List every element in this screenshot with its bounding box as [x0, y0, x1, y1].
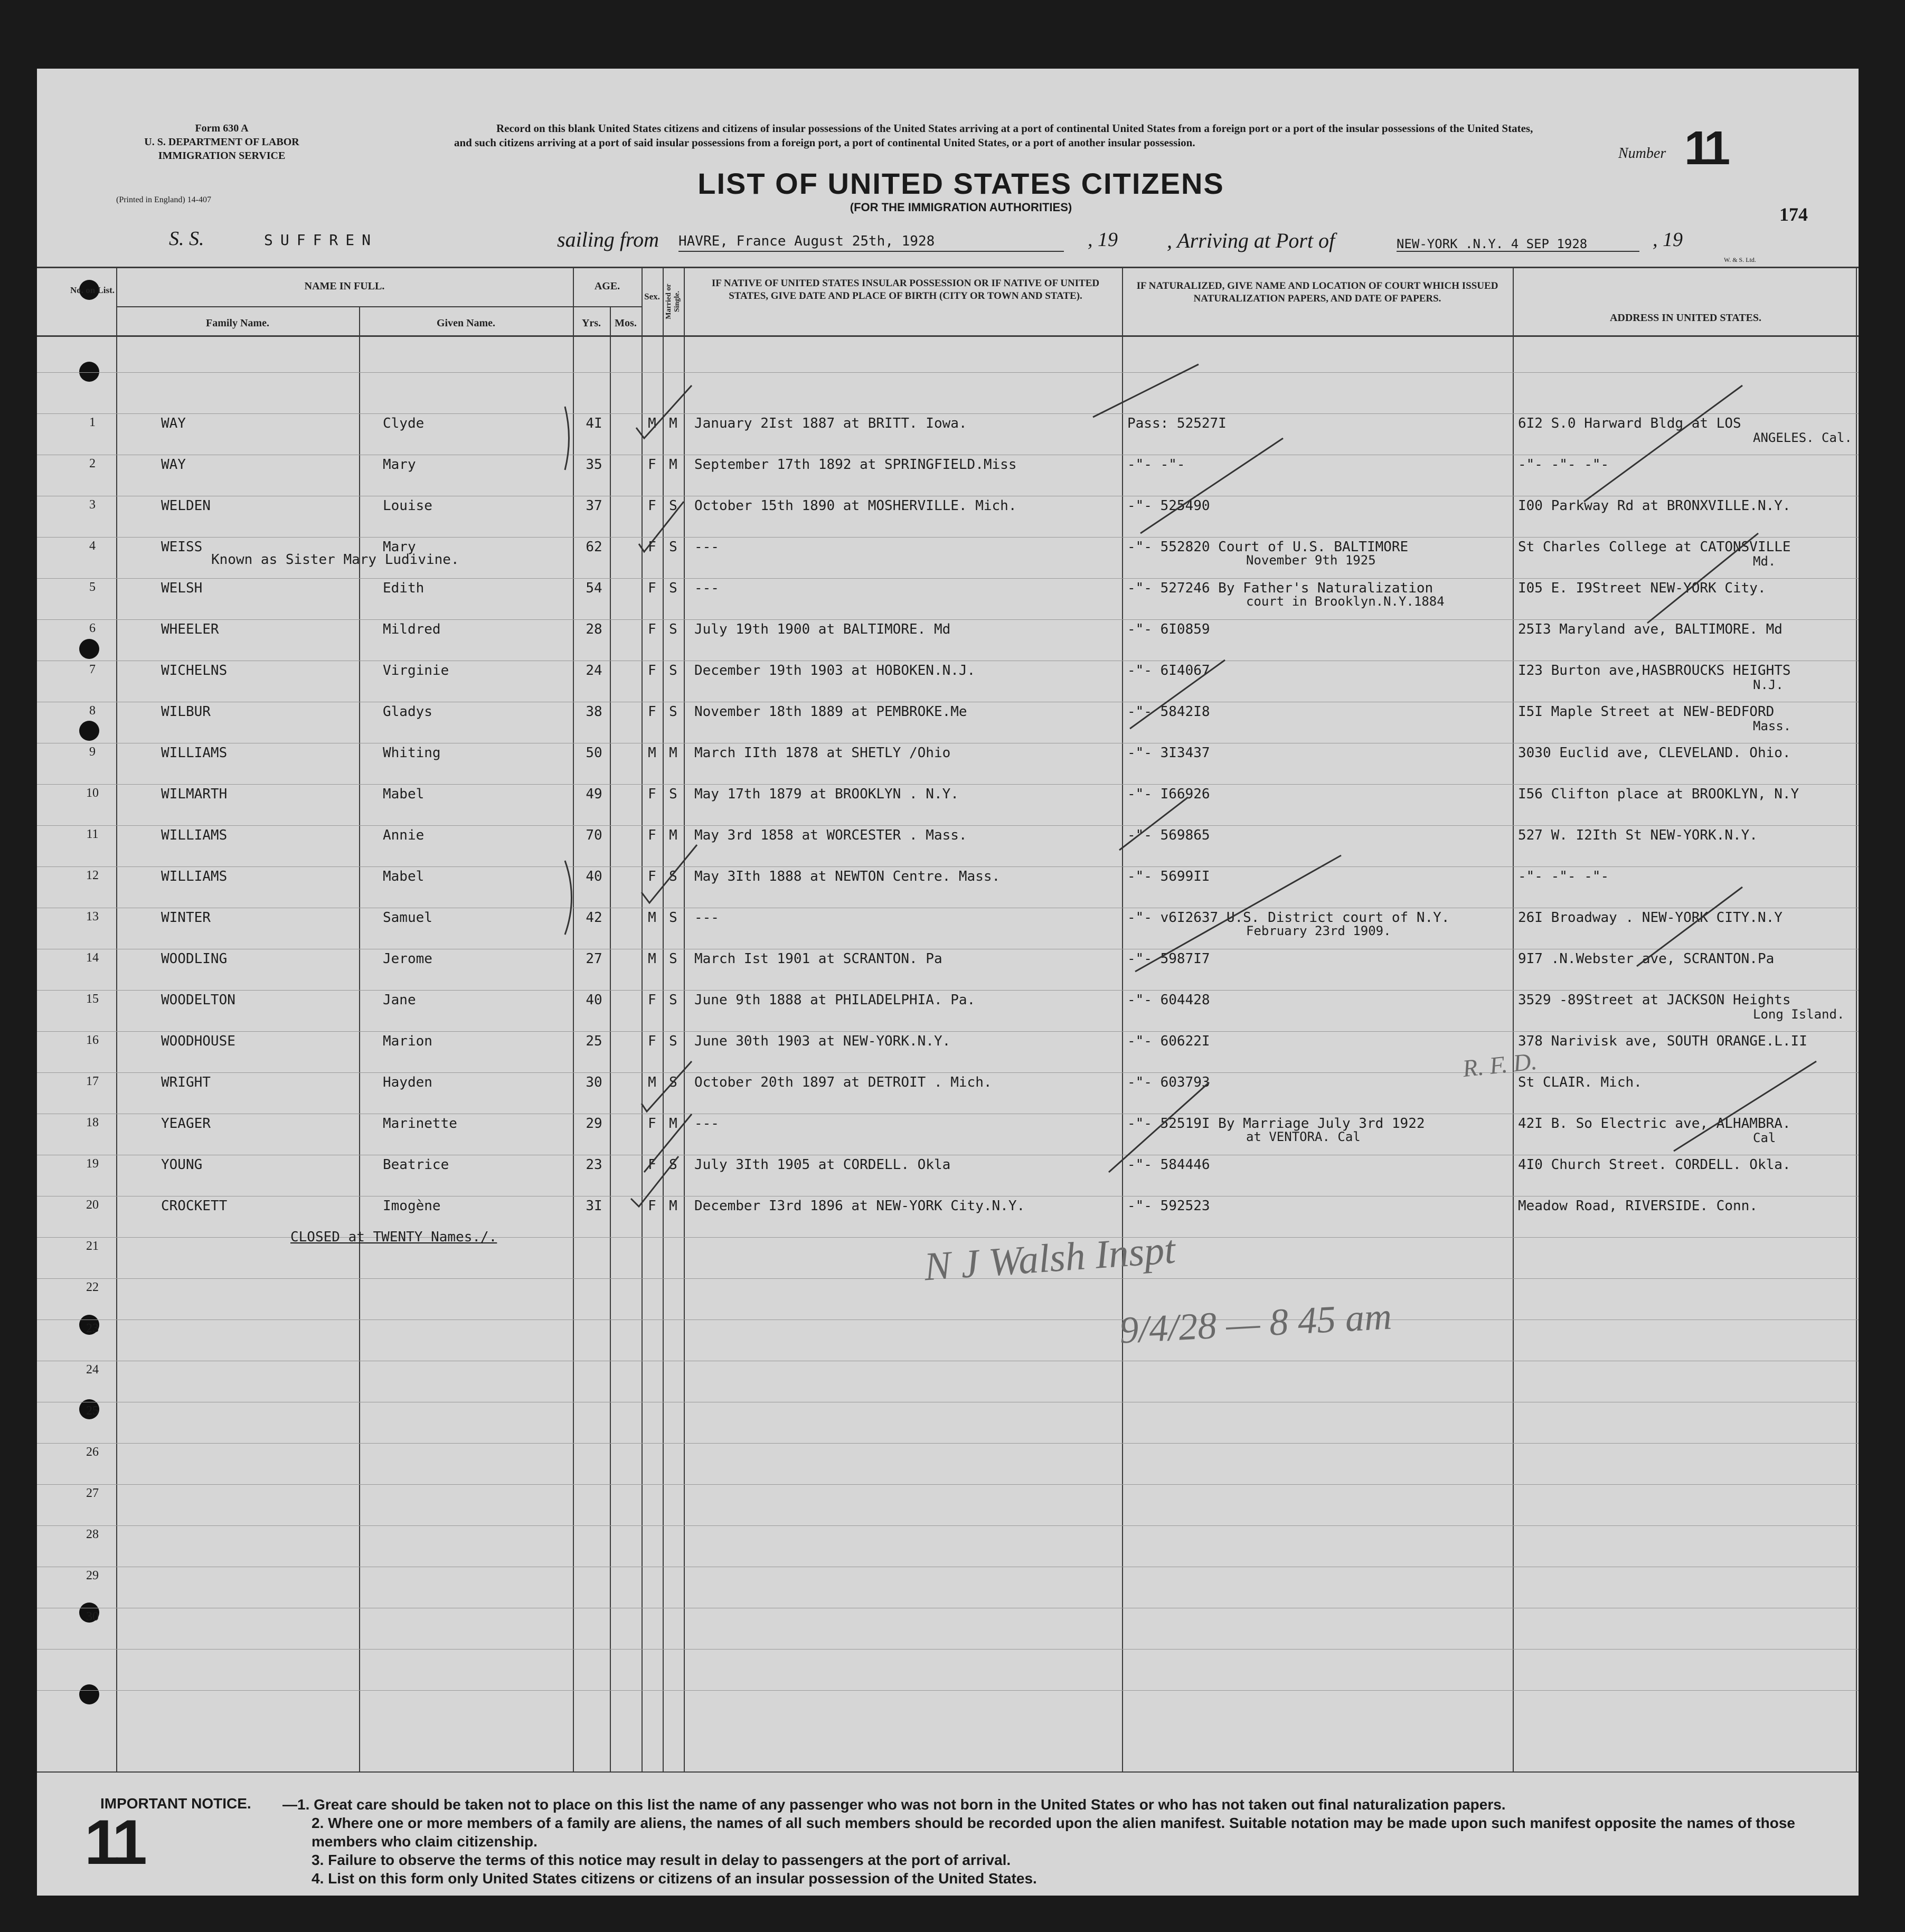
col-header-address: ADDRESS IN UNITED STATES. — [1609, 312, 1762, 324]
cell-birth: November 18th 1889 at PEMBROKE.Me — [694, 704, 967, 720]
tick-line — [1093, 364, 1199, 417]
cell-no: 11 — [86, 827, 99, 841]
cell-given: Mabel — [383, 786, 425, 802]
cell-age: 3I — [586, 1198, 602, 1214]
cell-family: WILLIAMS — [161, 827, 228, 843]
cell-no: 8 — [89, 704, 96, 718]
empty-row-number: 23 — [86, 1322, 99, 1335]
cell-ms: M — [669, 1198, 677, 1214]
cell-addr: 3030 Euclid ave, CLEVELAND. Ohio. — [1518, 745, 1791, 761]
col-header-name: NAME IN FULL. — [304, 280, 385, 292]
cell-birth: July 3Ith 1905 at CORDELL. Okla — [694, 1157, 951, 1173]
cell-addr-continued: Cal — [1753, 1130, 1776, 1145]
cell-no: 17 — [86, 1075, 99, 1088]
arrival-port: NEW-YORK .N.Y. 4 SEP 1928 — [1397, 237, 1588, 251]
cell-given: Edith — [383, 580, 425, 596]
col-header-sex: Sex. — [644, 291, 660, 301]
empty-row-number: 22 — [86, 1280, 99, 1294]
cell-sex: F — [648, 1116, 656, 1132]
cell-nat: -"- -"- — [1127, 457, 1185, 473]
cell-ms: S — [669, 786, 677, 802]
cell-addr: 26I Broadway . NEW-YORK CITY.N.Y — [1518, 910, 1783, 926]
cell-given: Mildred — [383, 621, 441, 637]
cell-given: Jerome — [383, 951, 432, 967]
cell-no: 9 — [89, 745, 96, 759]
departure-info: HAVRE, France August 25th, 1928 — [678, 233, 935, 249]
form-subtitle: (FOR THE IMMIGRATION AUTHORITIES) — [850, 201, 1072, 214]
col-header-naturalized: IF NATURALIZED, GIVE NAME AND LOCATION OF COURT WHICH ISSUED NATURALIZATION PAPERS, AND DATE OF PAPERS. — [1136, 280, 1498, 304]
cell-no: 15 — [86, 992, 99, 1006]
cell-age: 50 — [586, 745, 602, 761]
cell-family: WELSH — [161, 580, 203, 596]
cell-age: 27 — [586, 951, 602, 967]
cell-no: 19 — [86, 1157, 99, 1171]
manifest-sheet — [37, 69, 1859, 1896]
cell-addr: I5I Maple Street at NEW-BEDFORD — [1518, 704, 1775, 720]
cell-addr: 4I0 Church Street. CORDELL. Okla. — [1518, 1157, 1791, 1173]
cell-addr: I00 Parkway Rd at BRONXVILLE.N.Y. — [1518, 498, 1791, 514]
cell-age: 42 — [586, 910, 602, 926]
cell-nat: Pass: 52527I — [1127, 416, 1227, 431]
cell-no: 14 — [86, 951, 99, 965]
cell-addr: 527 W. I2Ith St NEW-YORK.N.Y. — [1518, 827, 1758, 843]
cell-no: 7 — [89, 663, 96, 676]
cell-ms: S — [669, 1075, 677, 1090]
cell-ms: M — [669, 745, 677, 761]
cell-family: WILLIAMS — [161, 745, 228, 761]
form-instructions: Record on this blank United States citizens and citizens of insular possessions of the United States arriving at a port of continental United States from a foreign port or a port of the insular possessions of the United States, and such citizens arriving at a port of said insular possessions from a foreign port, a port of continental United States, or a port of another insular possession. — [454, 122, 1533, 149]
cell-no: 2 — [89, 457, 96, 470]
cell-no: 6 — [89, 621, 96, 635]
cell-birth: September 17th 1892 at SPRINGFIELD.Miss — [694, 457, 1017, 473]
notice-list — [282, 1795, 1845, 1888]
cell-addr: 6I2 S.0 Harward Bldg at LOS — [1518, 416, 1741, 431]
number-label: Number — [1618, 145, 1666, 162]
col-header-birth: IF NATIVE OF UNITED STATES INSULAR POSSESSION OR IF NATIVE OF UNITED STATES, GIVE DATE AND PLACE OF BIRTH (CITY OR TOWN AND STATE). — [711, 278, 1100, 301]
check-mark — [636, 385, 692, 438]
col-header-married: Married or Single. — [665, 284, 681, 319]
cell-family: WINTER — [161, 910, 211, 926]
notice-item: —1. Great care should be taken not to place on this list the name of any passenger who was not born in the United States or who has not taken out final naturalization papers. — [282, 1796, 1506, 1813]
check-marks — [37, 69, 1859, 1790]
cell-birth: December 19th 1903 at HOBOKEN.N.J. — [694, 663, 976, 678]
sheet-number: 11 — [84, 1807, 143, 1878]
tick-line — [1584, 385, 1742, 502]
cell-addr: 42I B. So Electric ave, ALHAMBRA. — [1518, 1116, 1791, 1132]
col-header-no: No. on List. — [70, 285, 115, 295]
cell-ms: S — [669, 704, 677, 720]
cell-sex: F — [648, 992, 656, 1008]
cell-sex: F — [648, 498, 656, 514]
cell-addr: I23 Burton ave,HASBROUCKS HEIGHTS — [1518, 663, 1791, 678]
cell-given: Hayden — [383, 1075, 432, 1090]
cell-nat: -"- 5699II — [1127, 869, 1210, 884]
form-title: LIST OF UNITED STATES CITIZENS — [697, 167, 1224, 200]
cell-addr: -"- -"- -"- — [1518, 457, 1609, 473]
cell-addr: I05 E. I9Street NEW-YORK City. — [1518, 580, 1766, 596]
cell-family: WILMARTH — [161, 786, 228, 802]
cell-ms: S — [669, 1033, 677, 1049]
cell-age: 38 — [586, 704, 602, 720]
cell-family: WILBUR — [161, 704, 211, 720]
empty-row-number: 29 — [86, 1569, 99, 1582]
cell-addr-continued: Md. — [1753, 554, 1776, 569]
cell-ms: S — [669, 498, 677, 514]
brace-mark — [565, 861, 572, 935]
cell-sex: F — [648, 457, 656, 473]
year-label-1: , 19 — [1088, 229, 1118, 251]
cell-birth: March Ist 1901 at SCRANTON. Pa — [694, 951, 942, 967]
cell-age: 70 — [586, 827, 602, 843]
cell-age: 29 — [586, 1116, 602, 1132]
cell-addr: 9I7 .N.Webster ave, SCRANTON.Pa — [1518, 951, 1775, 967]
cell-ms: S — [669, 580, 677, 596]
cell-birth: December I3rd 1896 at NEW-YORK City.N.Y. — [694, 1198, 1025, 1214]
ship-name: SUFFREN — [264, 231, 379, 249]
cell-nat: -"- 604428 — [1127, 992, 1210, 1008]
cell-addr: Meadow Road, RIVERSIDE. Conn. — [1518, 1198, 1758, 1214]
department-name: U. S. DEPARTMENT OF LABOR — [144, 136, 299, 148]
cell-birth: --- — [694, 1116, 719, 1132]
cell-ms: M — [669, 457, 677, 473]
cell-birth: January 2Ist 1887 at BRITT. Iowa. — [694, 416, 967, 431]
cell-family: YOUNG — [161, 1157, 203, 1173]
cell-birth: October 20th 1897 at DETROIT . Mich. — [694, 1075, 992, 1090]
cell-ms: S — [669, 869, 677, 884]
cell-sex: F — [648, 663, 656, 678]
cell-addr: St CLAIR. Mich. — [1518, 1075, 1642, 1090]
notice-item: 2. Where one or more members of a family are aliens, the names of all such members should be recorded upon the alien manifest. Suitable notation may be made upon such manifest opposite the names of those members who claim citizenship. — [312, 1815, 1795, 1850]
printer-mark: W. & S. Ltd. — [1724, 256, 1756, 263]
cell-addr-continued: Mass. — [1753, 719, 1791, 733]
cell-birth: May 3rd 1858 at WORCESTER . Mass. — [694, 827, 967, 843]
cell-given: Whiting — [383, 745, 441, 761]
cell-sex: F — [648, 539, 656, 555]
cell-age: 28 — [586, 621, 602, 637]
tick-line — [1140, 438, 1283, 533]
empty-row-number: 25 — [86, 1404, 99, 1418]
cell-given: Marion — [383, 1033, 432, 1049]
cell-age: 49 — [586, 786, 602, 802]
cell-nat-continued: February 23rd 1909. — [1246, 923, 1391, 938]
cell-nat: -"- 5987I7 — [1127, 951, 1210, 967]
cell-nat: -"- 603793 — [1127, 1075, 1210, 1090]
cell-ms: M — [669, 827, 677, 843]
cell-ms: M — [669, 416, 677, 431]
cell-ms: S — [669, 539, 677, 555]
cell-sex: F — [648, 1157, 656, 1173]
cell-nat: -"- 552820 Court of U.S. BALTIMORE — [1127, 539, 1409, 555]
cell-nat: -"- 3I3437 — [1127, 745, 1210, 761]
cell-birth: June 9th 1888 at PHILADELPHIA. Pa. — [694, 992, 976, 1008]
cell-given: Annie — [383, 827, 425, 843]
cell-family: WOODHOUSE — [161, 1033, 235, 1049]
cell-nat: -"- 60622I — [1127, 1033, 1210, 1049]
cell-given: Samuel — [383, 910, 432, 926]
cell-ms: S — [669, 992, 677, 1008]
cell-family: WEISS — [161, 539, 203, 555]
col-header-age: AGE. — [594, 280, 620, 292]
check-mark — [639, 502, 684, 552]
cell-sex: F — [648, 621, 656, 637]
cell-nat: -"- 52519I By Marriage July 3rd 1922 — [1127, 1116, 1425, 1132]
cell-nat: -"- 5842I8 — [1127, 704, 1210, 720]
cell-nat: -"- 6I0859 — [1127, 621, 1210, 637]
tick-line — [1637, 887, 1742, 966]
cell-age: 24 — [586, 663, 602, 678]
cell-no: 12 — [86, 869, 99, 882]
cell-no: 3 — [89, 498, 96, 512]
cell-no: 4 — [89, 539, 96, 553]
cell-sex: M — [648, 951, 656, 967]
cell-nat: -"- v6I2637 U.S. District court of N.Y. — [1127, 910, 1450, 926]
col-header-mos: Mos. — [615, 317, 637, 329]
cell-birth: --- — [694, 539, 719, 555]
cell-sex: M — [648, 1075, 656, 1090]
form-number: Form 630 A — [195, 122, 249, 134]
cell-nat-continued: at VENTORA. Cal — [1246, 1129, 1361, 1144]
cell-ms: S — [669, 910, 677, 926]
cell-given: Beatrice — [383, 1157, 449, 1173]
cell-birth: May 17th 1879 at BROOKLYN . N.Y. — [694, 786, 959, 802]
tick-line — [1674, 1061, 1816, 1151]
cell-nat: -"- 525490 — [1127, 498, 1210, 514]
cell-family: YEAGER — [161, 1116, 211, 1132]
notice-item: 4. List on this form only United States citizens or citizens of an insular possession of the United States. — [312, 1870, 1037, 1887]
cell-age: 35 — [586, 457, 602, 473]
cell-addr: 378 Narivisk ave, SOUTH ORANGE.L.II — [1518, 1033, 1807, 1049]
cell-ms: S — [669, 951, 677, 967]
cell-ms: S — [669, 621, 677, 637]
check-mark — [642, 845, 697, 903]
year-label-2: , 19 — [1653, 229, 1683, 251]
cell-given: Imogène — [383, 1198, 441, 1214]
cell-family: WELDEN — [161, 498, 211, 514]
cell-sex: M — [648, 416, 656, 431]
printed-note: (Printed in England) 14-407 — [116, 195, 211, 204]
list-number: 11 — [1684, 122, 1727, 175]
cell-age: 4I — [586, 416, 602, 431]
cell-given: Louise — [383, 498, 432, 514]
cell-sex: F — [648, 786, 656, 802]
cell-birth: --- — [694, 580, 719, 596]
brace-mark — [565, 407, 569, 470]
cell-family: WAY — [161, 457, 186, 473]
cell-known-as: Known as Sister Mary Ludivine. — [211, 552, 459, 568]
empty-row-number: 27 — [86, 1486, 99, 1500]
notice-item: 3. Failure to observe the terms of this notice may result in delay to passengers at the port of arrival. — [312, 1852, 1011, 1868]
cell-age: 25 — [586, 1033, 602, 1049]
cell-family: WAY — [161, 416, 186, 431]
tick-line — [1647, 533, 1758, 623]
cell-no: 20 — [86, 1198, 99, 1212]
cell-addr: -"- -"- -"- — [1518, 869, 1609, 884]
cell-given: Mary — [383, 457, 416, 473]
cell-sex: F — [648, 827, 656, 843]
cell-given: Jane — [383, 992, 416, 1008]
cell-birth: May 3Ith 1888 at NEWTON Centre. Mass. — [694, 869, 1001, 884]
empty-row-number: 28 — [86, 1528, 99, 1541]
inspector-signature: N J Walsh Inspt — [922, 1227, 1177, 1289]
cell-no: 18 — [86, 1116, 99, 1129]
notice-heading: IMPORTANT NOTICE. — [100, 1795, 251, 1812]
empty-row-number: 26 — [86, 1445, 99, 1459]
cell-birth: July 19th 1900 at BALTIMORE. Md — [694, 621, 951, 637]
cell-nat: -"- 6I4067 — [1127, 663, 1210, 678]
cell-birth: October 15th 1890 at MOSHERVILLE. Mich. — [694, 498, 1017, 514]
cell-family: WILLIAMS — [161, 869, 228, 884]
cell-age: 40 — [586, 869, 602, 884]
cell-nat-continued: court in Brooklyn.N.Y.1884 — [1246, 594, 1445, 609]
tick-line — [1130, 660, 1225, 729]
cell-sex: F — [648, 1033, 656, 1049]
col-header-given: Given Name. — [436, 317, 496, 329]
cell-age: 30 — [586, 1075, 602, 1090]
cell-nat: -"- 569865 — [1127, 827, 1210, 843]
cell-given: Marinette — [383, 1116, 457, 1132]
cell-family: CROCKETT — [161, 1198, 228, 1214]
cell-family: WICHELNS — [161, 663, 228, 678]
check-mark — [642, 1061, 692, 1111]
closing-note: CLOSED at TWENTY Names./. — [290, 1229, 497, 1245]
cell-sex: F — [648, 580, 656, 596]
tick-line — [1119, 797, 1188, 850]
cell-given: Mary — [383, 539, 416, 555]
cell-addr: I56 Clifton place at BROOKLYN, N.Y — [1518, 786, 1799, 802]
col-header-yrs: Yrs. — [581, 317, 601, 329]
cell-birth: March IIth 1878 at SHETLY /Ohio — [694, 745, 951, 761]
empty-row-number: 24 — [86, 1363, 99, 1377]
cell-birth: June 30th 1903 at NEW-YORK.N.Y. — [694, 1033, 951, 1049]
cell-addr: 3529 -89Street at JACKSON Heights — [1518, 992, 1791, 1008]
cell-age: 40 — [586, 992, 602, 1008]
cell-birth: --- — [694, 910, 719, 926]
cell-age: 23 — [586, 1157, 602, 1173]
cell-no: 10 — [86, 786, 99, 800]
cell-age: 54 — [586, 580, 602, 596]
cell-no: 1 — [89, 416, 96, 429]
margin-note: R. F. D. — [1461, 1047, 1539, 1082]
cell-age: 62 — [586, 539, 602, 555]
cell-addr: 25I3 Maryland ave, BALTIMORE. Md — [1518, 621, 1783, 637]
empty-row-number: 30 — [86, 1610, 99, 1624]
cell-family: WOODELTON — [161, 992, 235, 1008]
cell-nat-continued: November 9th 1925 — [1246, 553, 1376, 568]
empty-row-number: 21 — [86, 1239, 99, 1253]
cell-nat: -"- I66926 — [1127, 786, 1210, 802]
cell-addr-continued: N.J. — [1753, 677, 1784, 692]
cell-addr-continued: Long Island. — [1753, 1007, 1845, 1022]
cell-given: Mabel — [383, 869, 425, 884]
cell-sex: F — [648, 704, 656, 720]
cell-family: WHEELER — [161, 621, 219, 637]
cell-given: Virginie — [383, 663, 449, 678]
col-header-family: Family Name. — [206, 317, 269, 329]
ss-label: S. S. — [169, 228, 204, 250]
check-mark — [631, 1156, 678, 1207]
cell-no: 13 — [86, 910, 99, 923]
arriving-label: , Arriving at Port of — [1167, 229, 1335, 252]
cell-ms: M — [669, 1116, 677, 1132]
cell-nat: -"- 592523 — [1127, 1198, 1210, 1214]
tick-line — [1135, 855, 1341, 972]
cell-addr-continued: ANGELES. Cal. — [1753, 430, 1852, 445]
cell-sex: F — [648, 1198, 656, 1214]
service-name: IMMIGRATION SERVICE — [158, 150, 286, 162]
cell-given: Clyde — [383, 416, 425, 431]
cell-addr: St Charles College at CATONSVILLE — [1518, 539, 1791, 555]
sailing-label: sailing from — [557, 228, 659, 251]
cell-ms: S — [669, 1157, 677, 1173]
cell-nat: -"- 527246 By Father's Naturalization — [1127, 580, 1434, 596]
cell-age: 37 — [586, 498, 602, 514]
cell-given: Gladys — [383, 704, 432, 720]
cell-family: WOODLING — [161, 951, 228, 967]
cell-no: 5 — [89, 580, 96, 594]
cell-ms: S — [669, 663, 677, 678]
cell-sex: M — [648, 910, 656, 926]
inspection-datetime: 9/4/28 — 8 45 am — [1118, 1295, 1393, 1352]
cell-sex: F — [648, 869, 656, 884]
cell-family: WRIGHT — [161, 1075, 211, 1090]
check-mark — [644, 1114, 692, 1172]
tick-line — [1109, 1082, 1209, 1172]
page-number: 174 — [1779, 204, 1808, 225]
cell-no: 16 — [86, 1033, 99, 1047]
cell-nat: -"- 584446 — [1127, 1157, 1210, 1173]
cell-sex: M — [648, 745, 656, 761]
